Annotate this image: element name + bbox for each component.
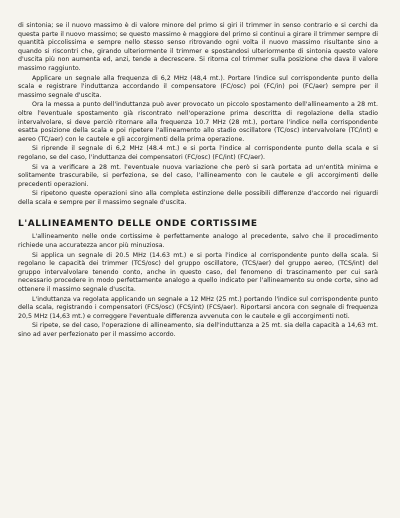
document-page bbox=[18, 22, 378, 341]
paragraph: Si ripete, se del caso, l'operazione di allineamento, sia dell'induttanza a 25 mt. sia della capacità a 14,63 mt. sino ad aver perfezionato per il massimo accordo. bbox=[18, 322, 378, 338]
paragraph: Si va a verificare a 28 mt. l'eventuale nuova variazione che però si sarà portata ad un'entità minima e solitamente trascurabile, si perfeziona, se del caso, l'allineamento con le cautele e gli accorgimenti delle precedenti operazioni. bbox=[18, 163, 378, 188]
paragraph: Applicare un segnale alla frequenza di 6,2 MHz (48,4 mt.). Portare l'indice sul corrispondente punto della scala e registrare l'induttanza accordando il compensatore (FC/osc) poi (FC/in) poi (FC/aer) sempre per il massimo segnale d'uscita. bbox=[18, 74, 378, 99]
paragraph: Ora la messa a punto dell'induttanza può aver provocato un piccolo spostamento dell'allineamento a 28 mt. oltre l'eventuale spostamento già riscontrato nell'operazione prima descritta di regolazione della stadio intervalvolare, si deve perciò ritornare alla frequenza 10.7 MHz (28 mt.), portare l'indice nella corrispondente esatta posizione della scala e poi ripetere l'allineamento allo stadio oscillatore (TC/osc) intervalvolare (TC/int) e aereo (TC/aer) con le cautele e gli accorgimenti della prima operazione. bbox=[18, 101, 378, 143]
paragraph: L'allineamento nelle onde cortissime è perfettamente analogo al precedente, salvo che il procedimento richiede una accuratezza ancor più minuziosa. bbox=[18, 233, 378, 250]
paragraph: Si ripetono queste operazioni sino alla completa estinzione delle possibili differenze d'accordo nei riguardi della scala e sempre per il massimo segnale d'uscita. bbox=[18, 190, 378, 206]
paragraph: Si riprende il segnale di 6,2 MHz (48.4 mt.) e si porta l'indice al corrispondente punto della scala e si regolano, se del caso, l'induttanza dei compensatori (FC/osc) (FC/int) (FC/aer). bbox=[18, 145, 378, 161]
paragraph: di sintonia; se il nuovo massimo è di valore minore del primo si giri il trimmer in senso contrario e si cerchi da questa parte il nuovo massimo; se questo massimo è maggiore del primo si continui a girare il trimmer sempre di quantità piccolissima e sempre nello stesso senso ritrovando ogni volta il nuovo massimo risultante sino a quando si riscontri che, girando ulteriormente il trimmer e spostandosi ulteriormente di sintonia questo valore d'uscita più non aumenta ed, anzi, tende a decrescere. Si ritorna col trimmer sulla posizione che dava il valore massimo raggiunto. bbox=[18, 22, 378, 72]
paragraph: Si applica un segnale di 20.5 MHz (14.63 mt.) e si porta l'indice al corrispondente punto della scala. Si regolano le capacità dei trimmer (TCS/osc) del gruppo oscillatore, (TCS/aer) del gruppo aereo, (TCS/int) del gruppo intervalvolare tenendo conto, anche in questo caso, del fenomeno di trascinamento per cui sarà necessario procedere in modo perfettamente analogo a quello indicato per l'allineamento su onde corte, sino ad ottenere il massimo segnale d'uscita. bbox=[18, 251, 378, 294]
section-heading: L'ALLINEAMENTO DELLE ONDE CORTISSIME bbox=[18, 219, 258, 230]
paragraph: L'induttanza va regolata applicando un segnale a 12 MHz (25 mt.) portando l'indice sul corrispondente punto della scala, registrando i compensatori (FCS/osc) (FCS/int) (FCS/aer). Riportarsi ancora con segnale di frequenza 20,5 MHz (14,63 mt.) e correggere l'eventuale differenza avvenuta con le cautele e gli accorgimenti noti. bbox=[18, 295, 378, 320]
